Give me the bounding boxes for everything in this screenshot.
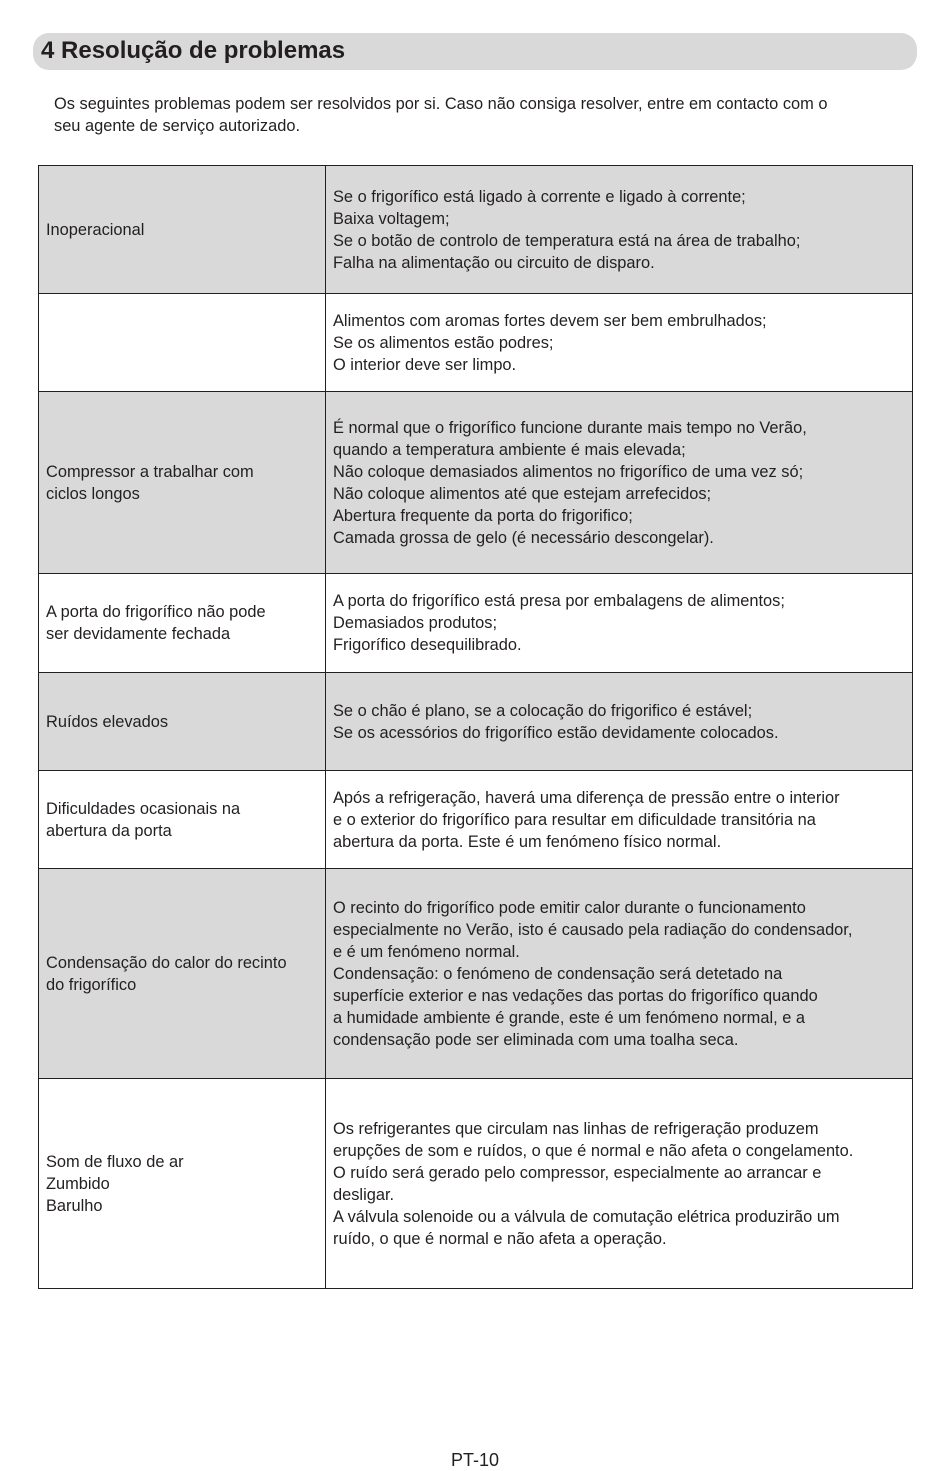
table-row: [39, 574, 913, 673]
solution-text: Falha na alimentação ou circuito de disparo.: [333, 253, 655, 272]
solution-cell: [326, 771, 913, 869]
solution-text: ruído, o que é normal e não afeta a operação.: [333, 1229, 667, 1248]
solution-text: Demasiados produtos;: [333, 614, 497, 632]
solution-text: Após a refrigeração, haverá uma diferença de pressão entre o interior: [333, 788, 840, 807]
problem-text: ciclos longos: [46, 484, 140, 503]
problem-cell: [39, 574, 326, 673]
problem-text: Condensação do calor do recinto: [46, 953, 287, 972]
solution-text: Não coloque alimentos até que estejam arrefecidos;: [333, 484, 712, 503]
solution-text: Se o frigorífico está ligado à corrente e ligado à corrente;: [333, 187, 746, 206]
problem-text: abertura da porta: [46, 821, 172, 840]
solution-text: Frigorífico desequilibrado.: [333, 636, 522, 654]
solution-text: Camada grossa de gelo (é necessário descongelar).: [333, 528, 714, 547]
solution-text: É normal que o frigorífico funcione durante mais tempo no Verão,: [333, 418, 807, 437]
table-row: [39, 166, 913, 294]
troubleshooting-table: [38, 165, 913, 1289]
problem-text: A porta do frigorífico não pode: [46, 603, 266, 621]
solution-cell: [326, 673, 913, 771]
problem-text: Compressor a trabalhar com: [46, 462, 254, 481]
problem-text: Ruídos elevados: [46, 712, 169, 731]
problem-cell: [39, 771, 326, 869]
table-row: [39, 294, 913, 392]
problem-text: Zumbido: [46, 1174, 110, 1193]
problem-cell: [39, 166, 326, 294]
solution-text: a humidade ambiente é grande, este é um fenómeno normal, e a: [333, 1008, 805, 1027]
solution-text: A válvula solenoide ou a válvula de comutação elétrica produzirão um: [333, 1207, 840, 1226]
problem-text: Barulho: [46, 1196, 103, 1215]
intro-line: Os seguintes problemas podem ser resolvidos por si. Caso não consiga resolver, entre em contacto com o: [54, 95, 828, 113]
solution-text: Se o chão é plano, se a colocação do frigorifico é estável;: [333, 701, 753, 720]
solution-text: desligar.: [333, 1185, 395, 1204]
table-row: [39, 392, 913, 574]
page-number: PT-10: [450, 1450, 500, 1470]
solution-cell: [326, 1079, 913, 1289]
problem-text: do frigorífico: [46, 975, 137, 994]
section-header: [33, 33, 917, 70]
problem-text: Som de fluxo de ar: [46, 1152, 184, 1171]
table-row: [39, 1079, 913, 1289]
solution-text: e o exterior do frigorífico para resultar em dificuldade transitória na: [333, 810, 816, 829]
problem-cell: [39, 673, 326, 771]
section-title: 4 Resolução de problemas: [41, 37, 346, 64]
problem-text: Dificuldades ocasionais na: [46, 799, 241, 818]
problem-text: Inoperacional: [46, 220, 145, 239]
solution-text: Alimentos com aromas fortes devem ser bem embrulhados;: [333, 311, 767, 330]
solution-text: erupções de som e ruídos, o que é normal e não afeta o congelamento.: [333, 1141, 854, 1160]
solution-text: superfície exterior e nas vedações das portas do frigorífico quando: [333, 986, 818, 1005]
table-row: [39, 869, 913, 1079]
solution-text: especialmente no Verão, isto é causado pela radiação do condensador,: [333, 920, 853, 939]
intro-line: seu agente de serviço autorizado.: [54, 117, 301, 135]
solution-text: O recinto do frigorífico pode emitir calor durante o funcionamento: [333, 898, 806, 917]
solution-cell: [326, 574, 913, 673]
solution-cell: [326, 166, 913, 294]
problem-cell: [39, 869, 326, 1079]
solution-text: Abertura frequente da porta do frigorifico;: [333, 506, 633, 525]
solution-text: O interior deve ser limpo.: [333, 355, 517, 374]
solution-text: Se o botão de controlo de temperatura está na área de trabalho;: [333, 231, 801, 250]
solution-text: Baixa voltagem;: [333, 209, 450, 228]
solution-text: abertura da porta. Este é um fenómeno físico normal.: [333, 832, 722, 851]
problem-cell: [39, 392, 326, 574]
problem-cell: [39, 1079, 326, 1289]
solution-cell: [326, 392, 913, 574]
solution-text: Se os acessórios do frigorífico estão devidamente colocados.: [333, 723, 779, 742]
solution-text: e é um fenómeno normal.: [333, 942, 520, 961]
problem-text: ser devidamente fechada: [46, 625, 231, 643]
table-row: [39, 673, 913, 771]
solution-text: Não coloque demasiados alimentos no frigorífico de uma vez só;: [333, 462, 804, 481]
intro-paragraph: [54, 93, 924, 137]
solution-text: Se os alimentos estão podres;: [333, 333, 554, 352]
table-row: [39, 771, 913, 869]
solution-text: A porta do frigorífico está presa por embalagens de alimentos;: [333, 592, 785, 610]
problem-cell: [39, 294, 326, 392]
solution-text: condensação pode ser eliminada com uma toalha seca.: [333, 1030, 739, 1049]
solution-text: quando a temperatura ambiente é mais elevada;: [333, 440, 686, 459]
solution-cell: [326, 869, 913, 1079]
solution-text: Condensação: o fenómeno de condensação será detetado na: [333, 964, 783, 983]
solution-cell: [326, 294, 913, 392]
solution-text: O ruído será gerado pelo compressor, especialmente ao arrancar e: [333, 1163, 822, 1182]
solution-text: Os refrigerantes que circulam nas linhas de refrigeração produzem: [333, 1119, 819, 1138]
